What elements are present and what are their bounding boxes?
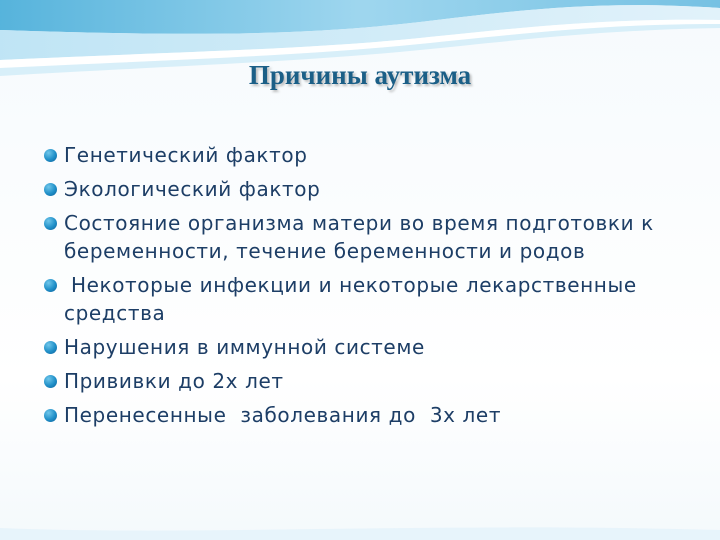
list-item-text: Перенесенные заболевания до 3х лет [64, 403, 502, 427]
bullet-dot-icon [44, 217, 57, 230]
list-item-text: Состояние организма матери во время подготовки к беременности, течение беременности и родов [64, 211, 661, 263]
bullet-dot-icon [44, 279, 57, 292]
list-item [44, 175, 684, 203]
list-item-text: Прививки до 2х лет [64, 369, 284, 393]
bullet-list [44, 141, 684, 435]
list-item-text: Экологический фактор [64, 177, 321, 201]
list-item [44, 401, 684, 429]
bullet-dot-icon [44, 341, 57, 354]
bullet-dot-icon [44, 375, 57, 388]
bullet-dot-icon [44, 183, 57, 196]
bullet-dot-icon [44, 149, 57, 162]
list-item-text: Генетический фактор [64, 143, 308, 167]
footer-wave-decoration [0, 500, 720, 540]
list-item-text: Некоторые инфекции и некоторые лекарственные средства [64, 273, 644, 325]
list-item-text: Нарушения в иммунной системе [64, 335, 425, 359]
slide-title: Причины аутизма [248, 60, 472, 90]
list-item [44, 209, 684, 265]
list-item [44, 141, 684, 169]
list-item [44, 333, 684, 361]
list-item [44, 367, 684, 395]
bullet-dot-icon [44, 409, 57, 422]
list-item [44, 271, 684, 327]
